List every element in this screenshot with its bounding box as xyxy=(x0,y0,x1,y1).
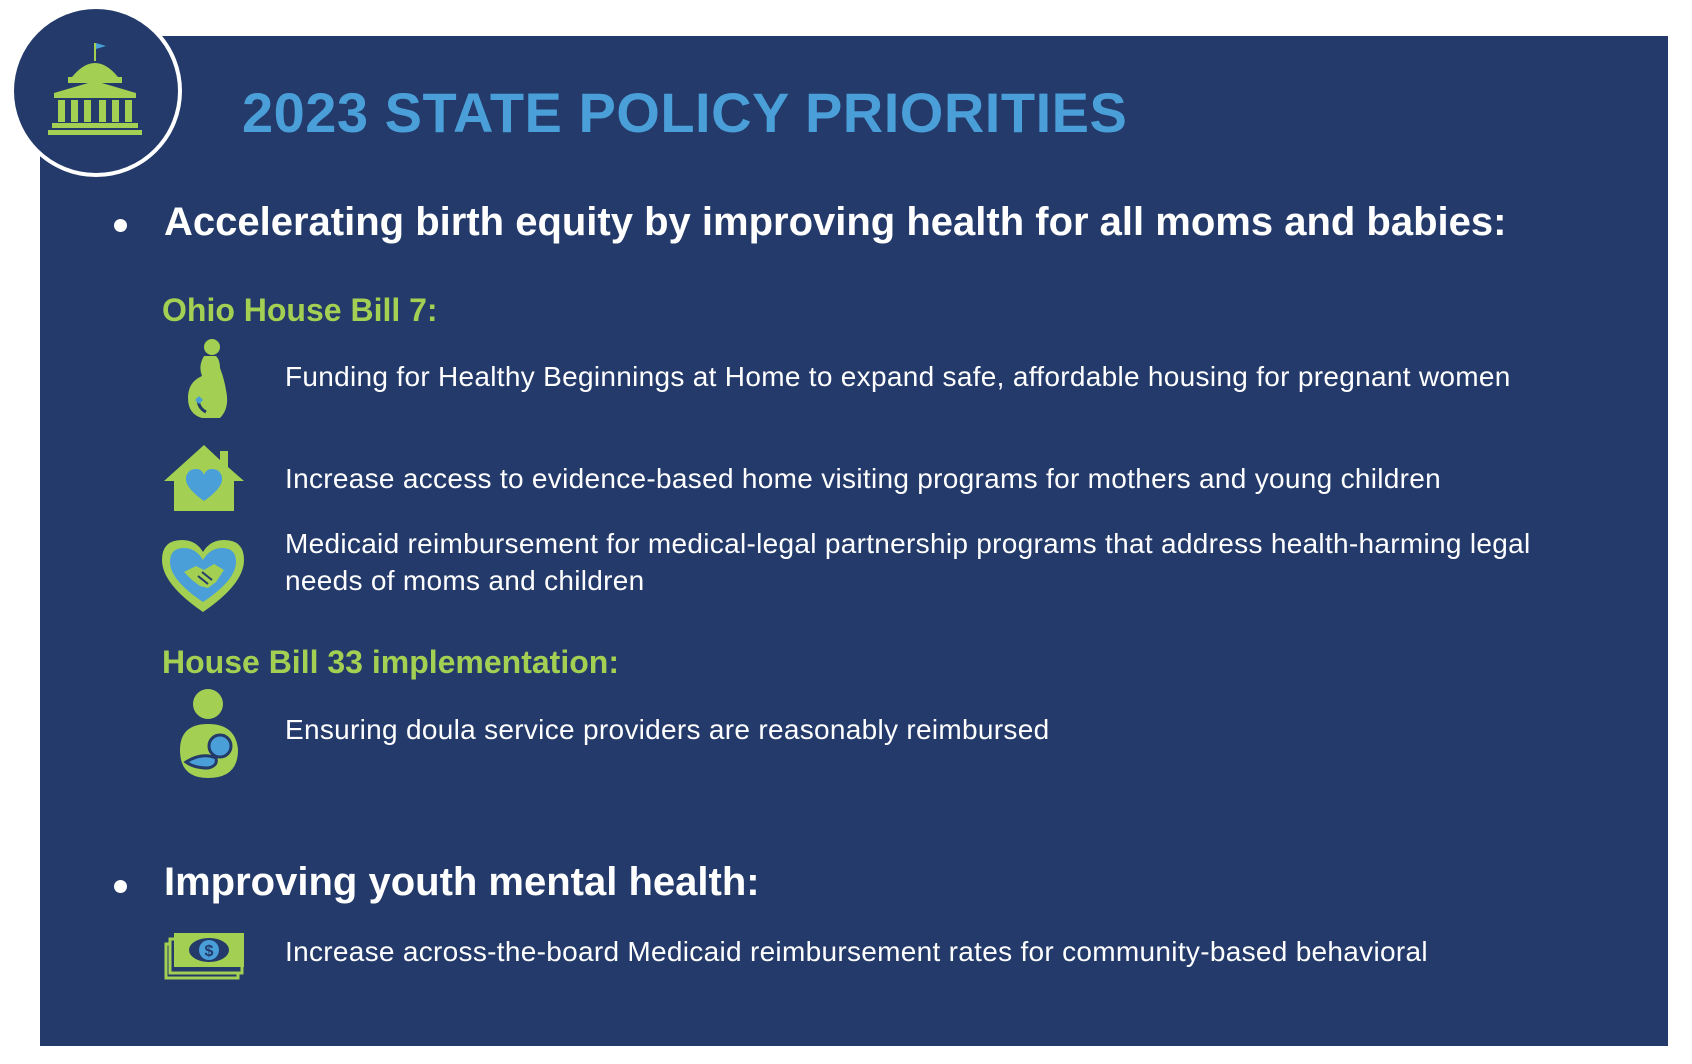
pregnant-woman-icon xyxy=(180,338,234,422)
parent-baby-icon xyxy=(172,688,246,780)
svg-text:$: $ xyxy=(204,943,214,960)
money-stack-icon xyxy=(164,930,246,980)
list-item-healthy-beginnings: Funding for Healthy Beginnings at Home to expand safe, affordable housing for pregnant women xyxy=(285,361,1511,392)
list-item-doula: Ensuring doula service providers are reasonably reimbursed xyxy=(285,714,1050,745)
page-title: 2023 STATE POLICY PRIORITIES xyxy=(242,81,1128,144)
capitol-building-icon xyxy=(44,37,148,137)
heart-handshake-icon xyxy=(158,536,248,614)
section-heading-birth-equity: Accelerating birth equity by improving health for all moms and babies: xyxy=(164,200,1507,244)
subheading-house-bill-33: House Bill 33 implementation: xyxy=(162,644,619,680)
bullet-dot xyxy=(114,880,127,893)
list-item-medical-legal: Medicaid reimbursement for medical-legal partnership programs that address health-harming legal needs of moms and children xyxy=(285,528,1531,596)
subheading-ohio-house-bill-7: Ohio House Bill 7: xyxy=(162,292,438,328)
capitol-badge xyxy=(10,5,182,177)
house-heart-icon xyxy=(162,443,246,513)
section-heading-youth-mental-health: Improving youth mental health: xyxy=(164,860,760,904)
bullet-dot xyxy=(114,219,127,232)
list-item-home-visiting: Increase access to evidence-based home visiting programs for mothers and young children xyxy=(285,463,1442,494)
list-item-medicaid-rates: Increase across-the-board Medicaid reimbursement rates for community-based behavioral xyxy=(285,936,1428,967)
